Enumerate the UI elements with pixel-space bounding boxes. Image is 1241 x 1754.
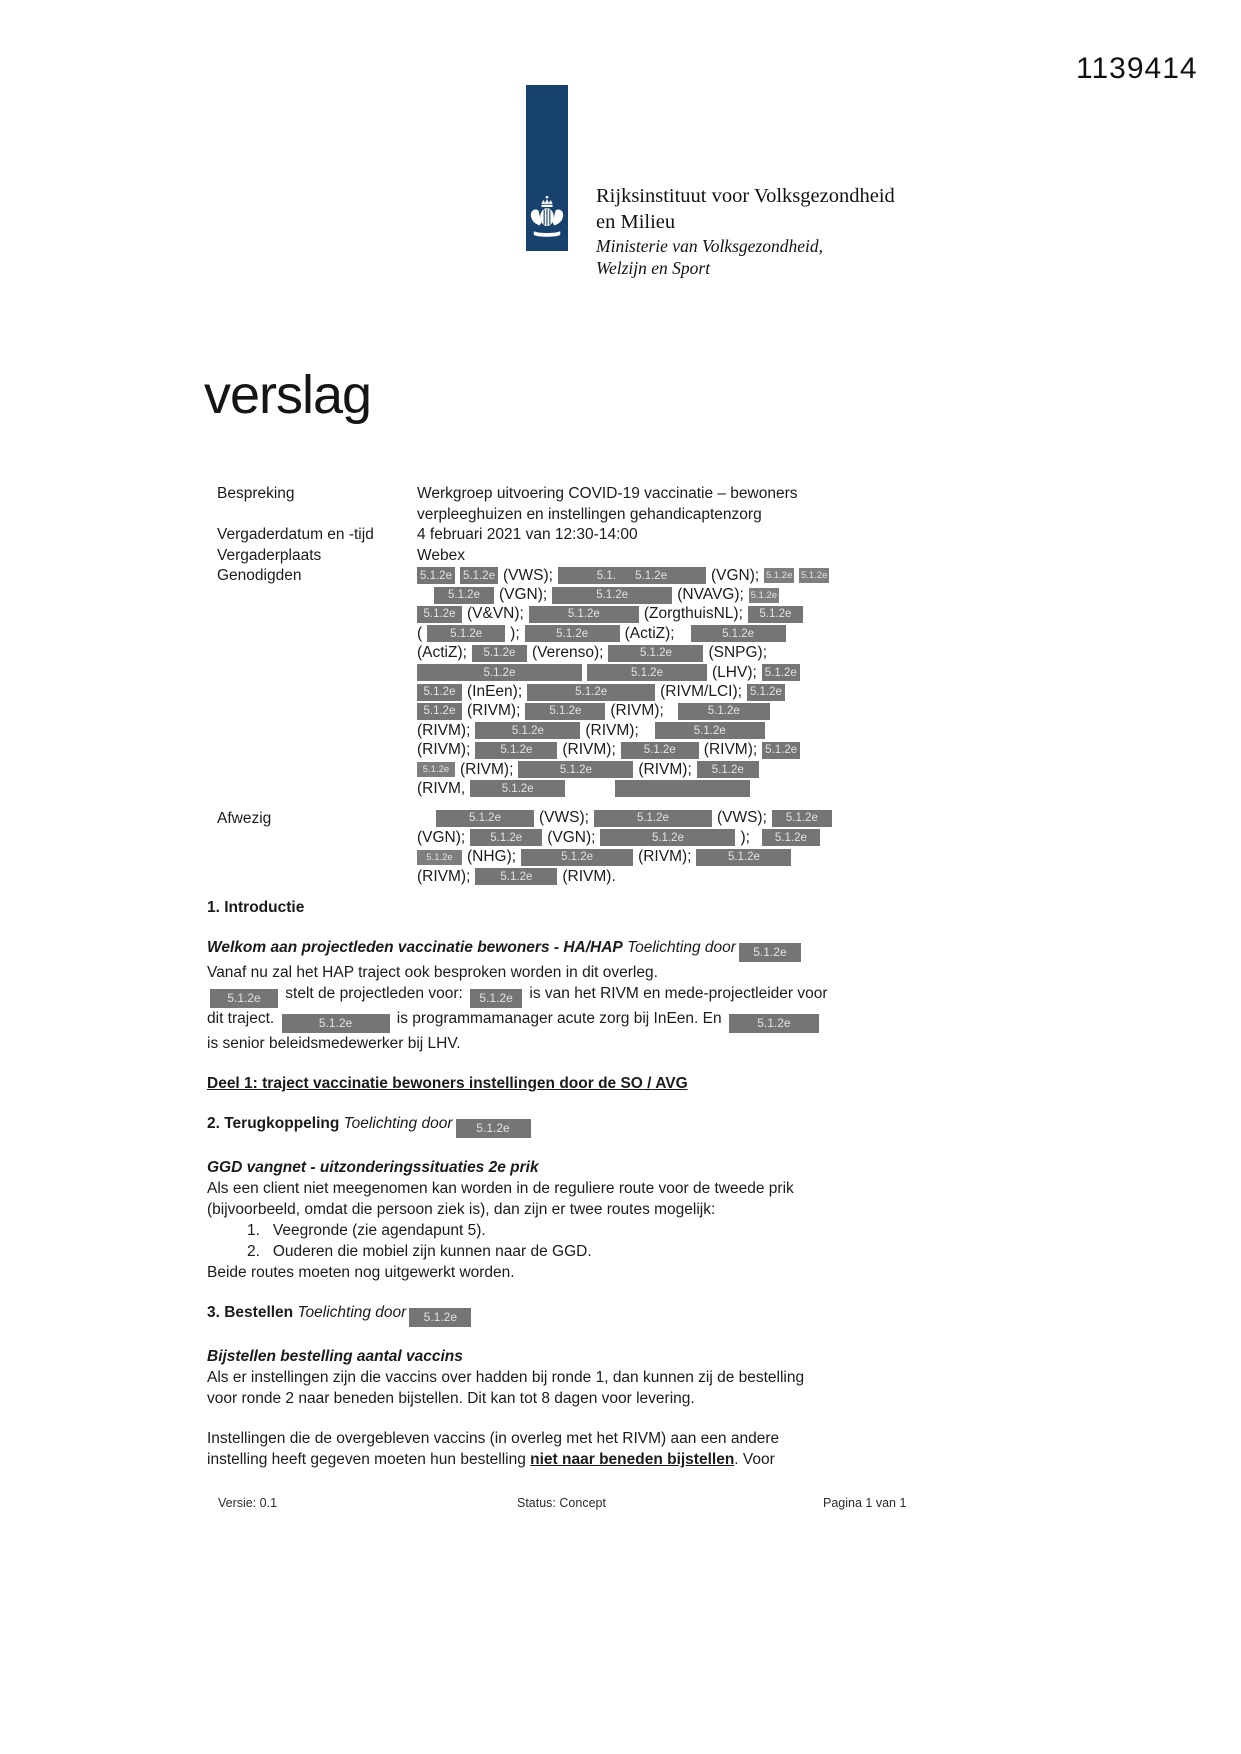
text-fragment: ); [510,624,520,642]
text-fragment: (RIVM); [562,741,616,759]
meta-value [417,809,877,887]
footer-status: Status: Concept [517,1496,606,1510]
meeting-meta [217,484,877,886]
text-fragment: Toelichting door [622,939,736,956]
redaction-box: 5.1.2e [417,703,462,720]
body-line [207,897,1047,918]
logo-bar [526,85,568,251]
text-fragment: (VWS); [503,566,553,584]
body-line [207,1367,1047,1388]
redaction-box: 5.1.2e [436,810,534,827]
redaction-box: 5.1.2e [470,829,542,846]
text-fragment: (ActiZ); [417,644,467,662]
redaction-row [417,828,877,847]
meta-value [417,484,877,525]
body-line [207,937,1047,962]
text-fragment: 2. Ouderen die mobiel zijn kunnen naar de GGD. [247,1243,592,1260]
logo-ministry-line2: Welzijn en Sport [596,258,711,278]
text-fragment: (RIVM); [638,760,692,778]
text-fragment: (NHG); [467,848,517,866]
meta-label: Genodigden [217,567,302,584]
coat-of-arms-icon [530,195,564,246]
text-fragment: Instellingen die de overgebleven vaccins (in overleg met het RIVM) aan een andere [207,1430,780,1447]
redaction-box: 5.1.2e [456,1119,531,1138]
text-fragment: (VGN); [710,566,760,584]
text-fragment: GGD vangnet - uitzonderingssituaties 2e prik [207,1159,539,1176]
meta-value-line: Webex [417,546,465,564]
text-fragment: Bijstellen bestelling aantal vaccins [207,1348,463,1365]
body-line [207,1388,1047,1409]
body-line [207,962,1047,983]
text-fragment: Als een client niet meegenomen kan worden in de reguliere route voor de tweede prik [207,1180,794,1197]
redaction-box: 5.1.2e [678,703,770,720]
text-fragment: (VWS); [716,809,767,827]
redaction-box: 5.1.2e [739,943,801,962]
redaction-box: 5.1.2e [655,722,765,739]
text-fragment: (RIVM/LCI); [660,683,742,701]
body-line [207,1157,1047,1178]
redaction-row [417,760,877,779]
body-line [207,1199,1047,1220]
redaction-box: 5.1.2e [772,810,832,827]
text-fragment: (NVAVG); [677,586,744,604]
text-fragment: Als er instellingen zijn die vaccins over hadden bij ronde 1, dan kunnen zij de bestelling [207,1369,805,1386]
text-fragment: . Voor [734,1451,775,1468]
footer-version: Versie: 0.1 [218,1496,278,1510]
text-fragment: dit traject. [207,1010,279,1027]
body-line [207,983,1047,1008]
text-fragment: 3. Bestellen [207,1304,298,1321]
body-line [207,1346,1047,1367]
redaction-box: 5.1.2e [475,742,557,759]
meta-row [217,566,877,799]
redaction-box: 5.1.2e [762,829,820,846]
text-fragment: 1. Veegronde (zie agendapunt 5). [247,1222,486,1239]
redaction-box: 5.1.2e [472,645,527,662]
redaction-box: 5.1.2e [529,606,639,623]
redaction-row [417,702,877,721]
text-fragment: (VWS); [539,809,589,827]
redaction-box: 5.1.2e [600,829,735,846]
text-fragment: (RIVM); [417,867,471,885]
meta-row [217,546,877,567]
meta-label: Afwezig [217,809,272,827]
text-fragment: (ActiZ); [624,624,675,642]
logo-ministry-line1: Ministerie van Volksgezondheid, [596,236,823,256]
text-fragment: 2. Terugkoppeling [207,1115,344,1132]
text-fragment: stelt de projectleden voor: [281,985,468,1002]
redaction-box: 5.1.2e [434,587,494,604]
redaction-row [417,585,877,604]
text-fragment: Deel 1: traject vaccinatie bewoners instellingen door de SO / AVG [207,1075,688,1092]
text-fragment: (V&VN); [467,605,524,623]
body-line [207,1428,1047,1449]
redaction-box: 5.1.2e [765,570,793,582]
body-line [207,1113,1047,1138]
text-fragment: Vanaf nu zal het HAP traject ook besproken worden in dit overleg. [207,964,658,981]
body-content [207,897,1047,1470]
text-fragment: (RIVM); [585,721,639,739]
redaction-row [417,682,877,701]
text-fragment: (VGN); [547,828,596,846]
redaction-box: 5.1.2e [697,761,759,778]
redaction-box: 5.1.2e [518,761,633,778]
text-fragment: (RIVM); [467,702,521,720]
redaction-box: 5.1.2e [762,664,800,681]
text-fragment: (SNPG); [708,644,768,662]
redaction-box [615,780,750,797]
text-fragment: Toelichting door [297,1304,407,1321]
redaction-row [417,721,877,740]
text-fragment: (Verenso); [531,644,604,662]
text-fragment: (LHV); [712,663,757,681]
redaction-row [417,741,877,760]
meta-row [217,809,877,887]
meta-value [417,525,877,546]
redaction-box: 5.1.2e [525,703,605,720]
text-fragment: (VGN); [417,828,466,846]
redaction-box: 5.1.2e [417,567,455,584]
logo-org-line2: en Milieu [596,211,676,233]
redaction-box: 5.1.2e [282,1014,390,1033]
redaction-row [417,663,877,682]
meta-label: Vergaderdatum en -tijd [217,526,374,543]
redaction-box: 5.1.2e [800,570,828,582]
footer-page: Pagina 1 van 1 [823,1496,907,1510]
redaction-box: 5.1.2e [750,589,778,601]
redaction-box: 5.1.2e [691,625,786,642]
text-fragment: (RIVM); [703,741,758,759]
redaction-box: 5.1.2e [621,742,699,759]
redaction-box: 5.1.2e [729,1014,819,1033]
redaction-box: 5.1.2e [525,625,620,642]
text-fragment: is van het RIVM en mede-projectleider voor [525,985,828,1002]
text-fragment: (VGN); [499,586,548,604]
redaction-box: 5.1.2e [696,849,791,866]
meta-label: Bespreking [217,485,295,502]
redaction-row [417,867,877,886]
redaction-box: 5.1.2e [427,625,505,642]
text-fragment: is senior beleidsmedewerker bij LHV. [207,1035,461,1052]
redaction-row [417,644,877,663]
doc-number: 1139414 [1076,52,1198,85]
body-line [207,1449,1047,1470]
redaction-box: 5.1.2e [409,1308,471,1327]
redaction-row [417,624,877,643]
redaction-box: 5.1.2e [417,664,582,681]
redaction-box: 5.1.2e [417,606,462,623]
redaction-box: 5.1.2e [475,868,557,885]
redaction-box: 5.1. 5.1.2e [558,567,706,584]
meta-row [217,525,877,546]
text-fragment: voor ronde 2 naar beneden bijstellen. Dit kan tot 8 dagen voor levering. [207,1390,695,1407]
logo-text [596,183,895,279]
text-fragment: Toelichting door [343,1115,453,1132]
text-fragment: (RIVM); [610,702,664,720]
redaction-row [417,779,877,798]
logo-org-line1: Rijksinstituut voor Volksgezondheid [596,185,895,207]
text-fragment: niet naar beneden bijstellen [530,1451,735,1468]
body-line [207,1262,1047,1283]
text-fragment: (RIVM); [417,721,471,739]
text-fragment: (InEen); [467,683,523,701]
text-fragment: instelling heeft gegeven moeten hun bestelling [207,1451,531,1468]
body-line [207,1073,1047,1094]
redaction-box: 5.1.2e [552,587,672,604]
redaction-box: 5.1.2e [748,606,803,623]
body-line [207,1178,1047,1199]
meta-value-line: Werkgroep uitvoering COVID-19 vaccinatie – bewoners [417,485,798,502]
meta-value [417,566,877,799]
body-line [207,1302,1047,1327]
text-fragment: ); [740,828,750,846]
redaction-row [417,566,877,585]
body-line [207,1220,1047,1241]
text-fragment: (bijvoorbeeld, omdat die persoon ziek is), dan zijn er twee routes mogelijk: [207,1201,716,1218]
body-line [207,1033,1047,1054]
redaction-box: 5.1.2e [417,762,455,777]
text-fragment: (ZorgthuisNL); [643,605,743,623]
meta-value [417,546,877,567]
redaction-box: 5.1.2e [521,849,633,866]
redaction-box: 5.1.2e [210,989,278,1008]
redaction-box: 5.1.2e [747,684,785,701]
redaction-row [417,809,877,828]
text-fragment: (RIVM); [638,848,692,866]
text-fragment: is programmamanager acute zorg bij InEen. En [392,1010,726,1027]
text-fragment: (RIVM); [460,760,514,778]
redaction-box: 5.1.2e [417,684,462,701]
text-fragment: (RIVM, [417,779,466,797]
redaction-box: 5.1.2e [594,810,712,827]
redaction-row [417,847,877,866]
redaction-box: 5.1.2e [460,567,498,584]
redaction-box: 5.1.2e [475,722,580,739]
redaction-box: 5.1.2e [417,850,462,865]
body-line [207,1241,1047,1262]
text-fragment: (RIVM). [562,867,616,885]
text-fragment: Welkom aan projectleden vaccinatie bewoners - HA/HAP [207,939,623,956]
body-line [207,1008,1047,1033]
text-fragment: 1. Introductie [207,899,305,916]
redaction-box: 5.1.2e [470,780,565,797]
meta-label: Vergaderplaats [217,546,322,564]
redaction-box: 5.1.2e [587,664,707,681]
text-fragment: ( [417,624,423,642]
page-title: verslag [204,365,372,425]
redaction-row [417,605,877,624]
redaction-box: 5.1.2e [762,742,800,759]
redaction-box: 5.1.2e [527,684,655,701]
redaction-box: 5.1.2e [470,989,522,1008]
text-fragment: Beide routes moeten nog uitgewerkt worden. [207,1264,515,1281]
meta-row [217,484,877,525]
meta-value-line: 4 februari 2021 van 12:30-14:00 [417,526,638,543]
text-fragment: (RIVM); [417,741,471,759]
redaction-box: 5.1.2e [608,645,703,662]
meta-value-line: verpleeghuizen en instellingen gehandicaptenzorg [417,505,762,523]
